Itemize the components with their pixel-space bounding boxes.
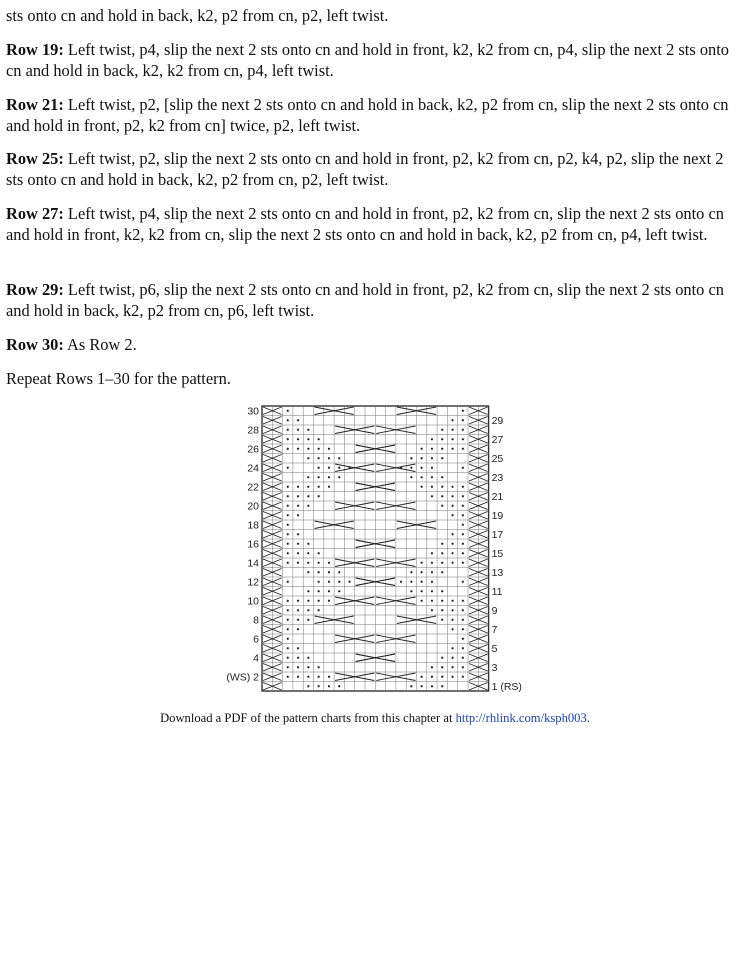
- purl-dot: [318, 448, 320, 450]
- purl-dot: [451, 562, 453, 564]
- purl-dot: [318, 600, 320, 602]
- purl-dot: [297, 666, 299, 668]
- chart-row-label-right: 7: [491, 624, 498, 637]
- row-label: Row 30:: [6, 335, 64, 354]
- purl-dot: [441, 666, 443, 668]
- purl-dot: [410, 590, 412, 592]
- purl-dot: [431, 571, 433, 573]
- purl-dot: [307, 571, 309, 573]
- row-label: Row 27:: [6, 204, 64, 223]
- purl-dot: [307, 429, 309, 431]
- purl-dot: [462, 438, 464, 440]
- purl-dot: [462, 495, 464, 497]
- chart-row-label-left: 18: [247, 519, 259, 532]
- purl-dot: [431, 666, 433, 668]
- purl-dot: [307, 685, 309, 687]
- purl-dot: [307, 619, 309, 621]
- paragraph-row-25: Row 25: Left twist, p2, slip the next 2 sts onto cn and hold in front, p2, k2 from cn, p2, k4, p2, slip the next 2 sts onto cn and hold in back, k2, p2 from cn, p2, left twist.: [6, 149, 724, 189]
- purl-dot: [462, 619, 464, 621]
- purl-dot: [287, 638, 289, 640]
- purl-dot: [297, 619, 299, 621]
- purl-dot: [421, 581, 423, 583]
- purl-dot: [462, 505, 464, 507]
- purl-dot: [338, 571, 340, 573]
- purl-dot: [287, 666, 289, 668]
- paragraph-row-21: Row 21: Left twist, p2, [slip the next 2 sts onto cn and hold in back, k2, p2 from cn, slip the next 2 sts onto cn and hold in front, p2, k2 from cn] twice, p2, left twist.: [6, 95, 729, 135]
- purl-dot: [348, 581, 350, 583]
- purl-dot: [441, 476, 443, 478]
- purl-dot: [451, 647, 453, 649]
- purl-dot: [451, 438, 453, 440]
- purl-dot: [328, 457, 330, 459]
- purl-dot: [410, 457, 412, 459]
- purl-dot: [328, 590, 330, 592]
- purl-dot: [307, 676, 309, 678]
- purl-dot: [318, 581, 320, 583]
- purl-dot: [431, 438, 433, 440]
- purl-dot: [462, 533, 464, 535]
- chart-row-label-left: 4: [253, 652, 259, 665]
- purl-dot: [318, 609, 320, 611]
- purl-dot: [328, 467, 330, 469]
- purl-dot: [328, 581, 330, 583]
- purl-dot: [451, 657, 453, 659]
- purl-dot: [318, 590, 320, 592]
- purl-dot: [421, 476, 423, 478]
- purl-dot: [287, 676, 289, 678]
- purl-dot: [451, 543, 453, 545]
- purl-dot: [307, 666, 309, 668]
- purl-dot: [441, 590, 443, 592]
- purl-dot: [421, 571, 423, 573]
- purl-dot: [318, 685, 320, 687]
- purl-dot: [287, 628, 289, 630]
- purl-dot: [307, 657, 309, 659]
- purl-dot: [431, 590, 433, 592]
- purl-dot: [287, 647, 289, 649]
- paragraph-row-17-continued: sts onto cn and hold in back, k2, p2 from cn, p2, left twist.: [6, 6, 389, 25]
- purl-dot: [441, 438, 443, 440]
- purl-dot: [328, 448, 330, 450]
- purl-dot: [318, 676, 320, 678]
- chart-row-label-left: 20: [247, 500, 259, 513]
- purl-dot: [441, 685, 443, 687]
- purl-dot: [297, 438, 299, 440]
- purl-dot: [328, 600, 330, 602]
- purl-dot: [451, 505, 453, 507]
- purl-dot: [431, 486, 433, 488]
- chart-row-label-right: 3: [491, 662, 498, 675]
- purl-dot: [338, 590, 340, 592]
- purl-dot: [431, 552, 433, 554]
- purl-dot: [287, 619, 289, 621]
- purl-dot: [318, 486, 320, 488]
- purl-dot: [410, 581, 412, 583]
- purl-dot: [297, 600, 299, 602]
- purl-dot: [451, 676, 453, 678]
- purl-dot: [421, 562, 423, 564]
- purl-dot: [462, 581, 464, 583]
- purl-dot: [462, 552, 464, 554]
- purl-dot: [462, 609, 464, 611]
- purl-dot: [441, 448, 443, 450]
- purl-dot: [338, 581, 340, 583]
- purl-dot: [431, 457, 433, 459]
- purl-dot: [287, 657, 289, 659]
- purl-dot: [462, 467, 464, 469]
- purl-dot: [451, 429, 453, 431]
- purl-dot: [451, 552, 453, 554]
- purl-dot: [307, 552, 309, 554]
- chart-row-label-right: 15: [491, 548, 504, 561]
- chart-row-label-right: 9: [491, 605, 498, 618]
- chart-row-label-left: 26: [247, 443, 259, 456]
- purl-dot: [421, 467, 423, 469]
- paragraph-row-19: Row 19: Left twist, p4, slip the next 2 sts onto cn and hold in front, k2, k2 from cn, p4, slip the next 2 sts onto cn and hold in back, k2, k2 from cn, p4, left twist.: [6, 40, 729, 80]
- purl-dot: [287, 543, 289, 545]
- purl-dot: [451, 514, 453, 516]
- purl-dot: [441, 552, 443, 554]
- purl-dot: [297, 514, 299, 516]
- purl-dot: [410, 571, 412, 573]
- purl-dot: [441, 619, 443, 621]
- purl-dot: [400, 581, 402, 583]
- chart-row-label-left: 12: [247, 576, 259, 589]
- purl-dot: [421, 600, 423, 602]
- purl-dot: [328, 571, 330, 573]
- purl-dot: [318, 571, 320, 573]
- purl-dot: [328, 486, 330, 488]
- purl-dot: [421, 486, 423, 488]
- purl-dot: [462, 638, 464, 640]
- purl-dot: [287, 495, 289, 497]
- purl-dot: [297, 429, 299, 431]
- chart-row-label-left: 16: [247, 538, 259, 551]
- pdf-download-link[interactable]: http://rhlink.com/ksph003: [455, 711, 587, 725]
- purl-dot: [307, 600, 309, 602]
- purl-dot: [328, 476, 330, 478]
- purl-dot: [297, 562, 299, 564]
- purl-dot: [297, 647, 299, 649]
- chart-row-label-right: 19: [491, 510, 504, 523]
- purl-dot: [287, 581, 289, 583]
- purl-dot: [297, 486, 299, 488]
- purl-dot: [410, 685, 412, 687]
- purl-dot: [421, 685, 423, 687]
- chart-row-label-right: 21: [491, 491, 504, 504]
- purl-dot: [318, 562, 320, 564]
- purl-dot: [297, 533, 299, 535]
- purl-dot: [287, 448, 289, 450]
- purl-dot: [431, 685, 433, 687]
- purl-dot: [441, 571, 443, 573]
- purl-dot: [287, 438, 289, 440]
- purl-dot: [451, 486, 453, 488]
- purl-dot: [441, 609, 443, 611]
- chart-row-label-left: 22: [247, 481, 259, 494]
- purl-dot: [318, 457, 320, 459]
- knitting-chart-svg: [218, 402, 538, 702]
- purl-dot: [287, 505, 289, 507]
- row-label: Row 25:: [6, 149, 64, 168]
- purl-dot: [462, 666, 464, 668]
- purl-dot: [462, 628, 464, 630]
- row-label: Row 19:: [6, 40, 64, 59]
- purl-dot: [431, 676, 433, 678]
- chart-row-label-left: 14: [247, 557, 259, 570]
- purl-dot: [307, 438, 309, 440]
- purl-dot: [318, 467, 320, 469]
- chart-row-label-right: 17: [491, 529, 504, 542]
- purl-dot: [287, 552, 289, 554]
- purl-dot: [441, 429, 443, 431]
- purl-dot: [287, 486, 289, 488]
- purl-dot: [287, 609, 289, 611]
- purl-dot: [431, 609, 433, 611]
- purl-dot: [462, 419, 464, 421]
- caption-text: Download a PDF of the pattern charts from this chapter at: [160, 711, 456, 725]
- knitting-chart: [218, 402, 538, 702]
- purl-dot: [451, 533, 453, 535]
- purl-dot: [462, 486, 464, 488]
- purl-dot: [441, 486, 443, 488]
- paragraph-row-29: Row 29: Left twist, p6, slip the next 2 sts onto cn and hold in front, p2, k2 from cn, slip the next 2 sts onto cn and hold in back, k2, p2 from cn, p6, left twist.: [6, 280, 724, 320]
- purl-dot: [297, 609, 299, 611]
- purl-dot: [451, 666, 453, 668]
- purl-dot: [410, 467, 412, 469]
- chart-row-label-left: 10: [247, 595, 259, 608]
- purl-dot: [307, 448, 309, 450]
- purl-dot: [287, 562, 289, 564]
- purl-dot: [297, 419, 299, 421]
- chart-row-label-left: (WS) 2: [226, 671, 259, 684]
- chart-row-label-right: 25: [491, 453, 504, 466]
- purl-dot: [462, 647, 464, 649]
- purl-dot: [287, 410, 289, 412]
- purl-dot: [307, 543, 309, 545]
- purl-dot: [431, 476, 433, 478]
- purl-dot: [338, 476, 340, 478]
- purl-dot: [441, 495, 443, 497]
- purl-dot: [307, 457, 309, 459]
- purl-dot: [441, 600, 443, 602]
- purl-dot: [307, 486, 309, 488]
- purl-dot: [338, 467, 340, 469]
- chart-row-label-right: 23: [491, 472, 504, 485]
- purl-dot: [431, 495, 433, 497]
- chart-row-label-left: 30: [247, 405, 259, 418]
- purl-dot: [441, 457, 443, 459]
- row-label: Row 29:: [6, 280, 64, 299]
- purl-dot: [462, 514, 464, 516]
- purl-dot: [462, 543, 464, 545]
- purl-dot: [441, 676, 443, 678]
- purl-dot: [451, 628, 453, 630]
- purl-dot: [287, 533, 289, 535]
- purl-dot: [297, 495, 299, 497]
- purl-dot: [338, 457, 340, 459]
- purl-dot: [462, 448, 464, 450]
- purl-dot: [451, 448, 453, 450]
- chart-row-label-left: 6: [253, 633, 259, 646]
- purl-dot: [318, 552, 320, 554]
- purl-dot: [441, 562, 443, 564]
- purl-dot: [421, 448, 423, 450]
- chart-row-label-right: 11: [491, 586, 503, 599]
- purl-dot: [338, 685, 340, 687]
- purl-dot: [307, 562, 309, 564]
- paragraph-repeat: Repeat Rows 1–30 for the pattern.: [6, 369, 231, 388]
- purl-dot: [462, 410, 464, 412]
- purl-dot: [318, 438, 320, 440]
- chart-row-label-right: 1 (RS): [491, 681, 522, 694]
- purl-dot: [287, 429, 289, 431]
- chart-row-label-right: 29: [491, 415, 504, 428]
- purl-dot: [297, 505, 299, 507]
- purl-dot: [431, 581, 433, 583]
- purl-dot: [318, 495, 320, 497]
- purl-dot: [297, 543, 299, 545]
- chart-row-label-left: 8: [253, 614, 259, 627]
- purl-dot: [462, 429, 464, 431]
- purl-dot: [441, 543, 443, 545]
- purl-dot: [462, 676, 464, 678]
- purl-dot: [307, 590, 309, 592]
- purl-dot: [297, 628, 299, 630]
- purl-dot: [451, 495, 453, 497]
- purl-dot: [431, 467, 433, 469]
- purl-dot: [287, 524, 289, 526]
- purl-dot: [421, 676, 423, 678]
- purl-dot: [297, 448, 299, 450]
- purl-dot: [318, 666, 320, 668]
- chart-row-label-right: 13: [491, 567, 504, 580]
- purl-dot: [307, 476, 309, 478]
- purl-dot: [287, 514, 289, 516]
- paragraph-row-27: Row 27: Left twist, p4, slip the next 2 sts onto cn and hold in front, p2, k2 from cn, slip the next 2 sts onto cn and hold in front, k2, k2 from cn, slip the next 2 sts onto cn and hold in back, k2, p2 from cn, p4, left twist.: [6, 204, 724, 244]
- chart-row-label-left: 24: [247, 462, 259, 475]
- purl-dot: [287, 419, 289, 421]
- purl-dot: [328, 562, 330, 564]
- chart-row-label-left: 28: [247, 424, 259, 437]
- purl-dot: [297, 676, 299, 678]
- purl-dot: [431, 448, 433, 450]
- purl-dot: [318, 476, 320, 478]
- chart-row-label-right: 27: [491, 434, 504, 447]
- purl-dot: [307, 505, 309, 507]
- purl-dot: [451, 609, 453, 611]
- purl-dot: [287, 467, 289, 469]
- purl-dot: [462, 657, 464, 659]
- purl-dot: [328, 676, 330, 678]
- purl-dot: [462, 562, 464, 564]
- purl-dot: [307, 495, 309, 497]
- purl-dot: [462, 600, 464, 602]
- row-label: Row 21:: [6, 95, 64, 114]
- purl-dot: [451, 619, 453, 621]
- purl-dot: [462, 524, 464, 526]
- paragraph-row-30: Row 30: As Row 2.: [6, 335, 137, 354]
- purl-dot: [410, 476, 412, 478]
- purl-dot: [441, 505, 443, 507]
- purl-dot: [297, 552, 299, 554]
- purl-dot: [297, 657, 299, 659]
- chart-row-label-right: 5: [491, 643, 498, 656]
- purl-dot: [431, 600, 433, 602]
- purl-dot: [431, 562, 433, 564]
- chart-caption: Download a PDF of the pattern charts from this chapter at http://rhlink.com/ksph003.: [160, 711, 590, 725]
- purl-dot: [307, 609, 309, 611]
- purl-dot: [441, 657, 443, 659]
- purl-dot: [451, 419, 453, 421]
- purl-dot: [421, 457, 423, 459]
- purl-dot: [421, 590, 423, 592]
- purl-dot: [287, 600, 289, 602]
- purl-dot: [451, 600, 453, 602]
- purl-dot: [328, 685, 330, 687]
